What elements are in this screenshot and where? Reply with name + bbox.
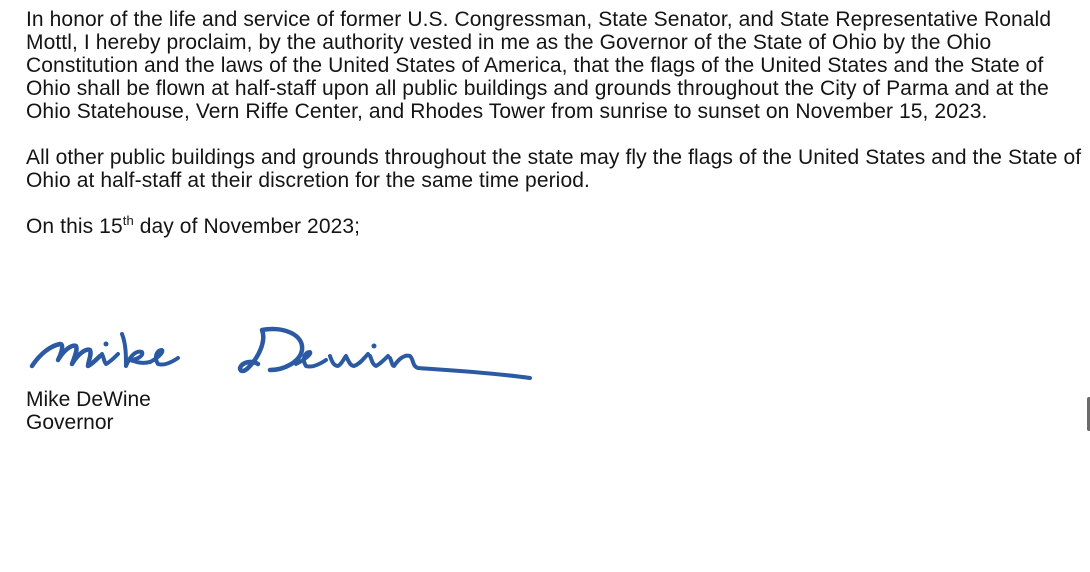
date-prefix: On this 15	[26, 215, 123, 238]
governor-signature	[26, 320, 546, 392]
proclamation-paragraph-1: In honor of the life and service of former U.S. Congressman, State Senator, and State Representative Ronald Mottl, I hereby proclaim, by the authority vested in me as the Governor of the State of Ohio by the Ohio Constitution and the laws of the United States of America, that the flags of the United States and the State of Ohio shall be flown at half-staff upon all public buildings and grounds throughout the City of Parma and at the Ohio Statehouse, Vern Riffe Center, and Rhodes Tower from sunrise to sunset on November 15, 2023.	[26, 8, 1052, 123]
date-suffix: day of November 2023;	[133, 215, 361, 238]
signer-name: Mike DeWine	[26, 388, 151, 411]
signer-block	[26, 388, 151, 434]
signature-drawing	[26, 320, 546, 392]
proclamation-paragraph-2: All other public buildings and grounds throughout the state may fly the flags of the United States and the State of Ohio at half-staff at their discretion for the same time period.	[26, 146, 1082, 192]
signer-title: Governor	[26, 411, 114, 434]
date-ordinal-suffix: th	[122, 213, 134, 228]
proclamation-date-line	[26, 215, 1090, 238]
proclamation-document	[26, 8, 1090, 434]
